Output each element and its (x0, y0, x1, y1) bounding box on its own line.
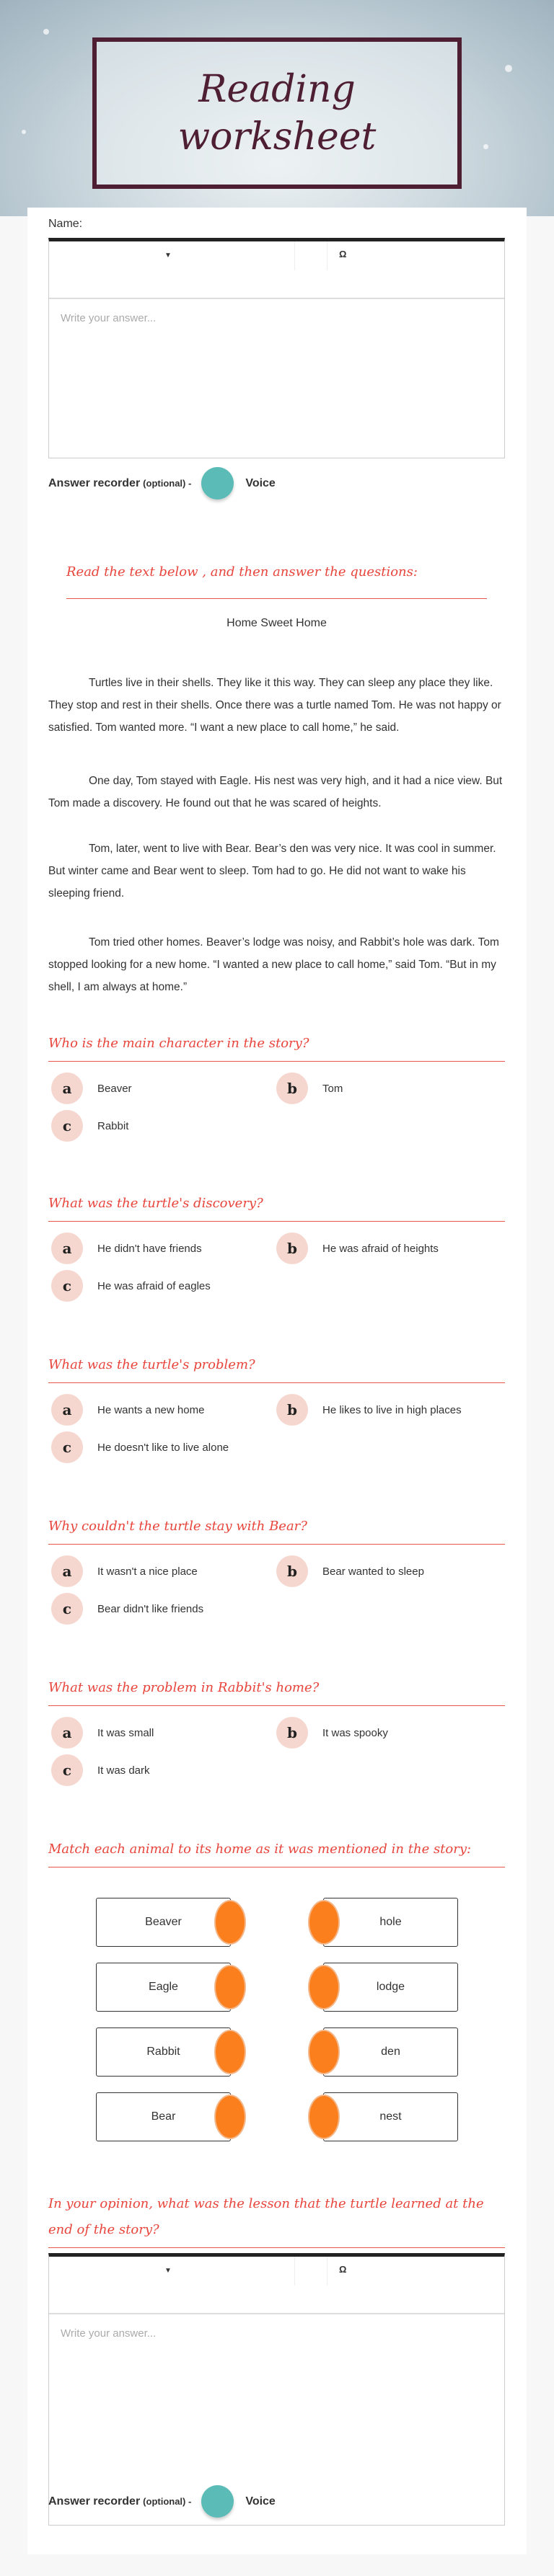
answer-option[interactable] (51, 1555, 198, 1587)
answer-option[interactable] (51, 1431, 229, 1463)
option-text: He was afraid of eagles (97, 1279, 211, 1292)
snow-decoration (483, 144, 488, 149)
open-question: In your opinion, what was the lesson that the turtle learned at the end of the story? (48, 2191, 505, 2248)
match-connector-dot[interactable] (214, 1900, 246, 1945)
option-text: It was spooky (322, 1726, 388, 1739)
option-text: He doesn't like to live alone (97, 1441, 229, 1454)
story-paragraph: Turtles live in their shells. They like it this way. They can sleep any place they like. They stop and rest in their shells. Once there was a turtle named Tom. He was not happy or satisfied. Tom wanted more. “I want a new place to call home,” he said. (48, 677, 501, 734)
story-paragraph: Tom tried other homes. Beaver’s lodge was noisy, and Rabbit’s hole was dark. Tom stopped looking for a new home. “I wanted a new place to call home,” said Tom. “But in my shell, I am always at home.” (48, 936, 499, 993)
answer-textarea[interactable]: Write your answer... (61, 312, 157, 324)
answer-option[interactable] (51, 1754, 150, 1786)
question-heading: What was the problem in Rabbit's home? (48, 1675, 505, 1706)
answer-option[interactable] (51, 1072, 132, 1104)
instruction: Read the text below , and then answer the questions: (66, 559, 487, 599)
option-text: Bear wanted to sleep (322, 1565, 424, 1578)
answer-option[interactable] (51, 1110, 128, 1142)
story-paragraph: One day, Tom stayed with Eagle. His nest was very high, and it had a nice view. But Tom made a discovery. He found out that he was scared of heights. (48, 775, 503, 809)
option-letter: c (51, 1110, 83, 1142)
option-letter: a (51, 1394, 83, 1426)
chevron-down-icon[interactable]: ▼ (164, 2267, 172, 2275)
answer-option[interactable] (276, 1072, 343, 1104)
answer-textarea[interactable]: Write your answer... (61, 2327, 157, 2340)
recorder-label: Answer recorder (48, 476, 141, 489)
answer-option[interactable] (51, 1593, 203, 1625)
match-connector-dot[interactable] (214, 1965, 246, 2009)
option-letter: a (51, 1555, 83, 1587)
option-letter: c (51, 1754, 83, 1786)
title-line-1: Reading (198, 68, 356, 111)
match-left-item[interactable]: Eagle (96, 1963, 231, 2012)
snow-decoration (43, 29, 49, 35)
match-right-item[interactable]: nest (323, 2092, 458, 2141)
record-voice-button[interactable] (201, 467, 234, 499)
answer-option[interactable] (51, 1270, 211, 1302)
editor-toolbar (49, 2257, 504, 2314)
match-connector-dot[interactable] (308, 2030, 340, 2074)
match-connector-dot[interactable] (308, 1965, 340, 2009)
option-text: It wasn't a nice place (97, 1565, 198, 1578)
record-voice-button[interactable] (201, 2485, 234, 2518)
match-left-item[interactable]: Beaver (96, 1898, 231, 1947)
answer-option[interactable] (51, 1233, 202, 1264)
option-letter: a (51, 1233, 83, 1264)
option-letter: b (276, 1555, 308, 1587)
option-text: It was dark (97, 1764, 150, 1777)
editor-toolbar (49, 241, 504, 299)
option-letter: b (276, 1394, 308, 1426)
answer-option[interactable] (51, 1717, 154, 1749)
page-title (92, 37, 462, 189)
recorder-label: Answer recorder (48, 2495, 141, 2508)
match-right-item[interactable]: den (323, 2028, 458, 2077)
match-connector-dot[interactable] (214, 2095, 246, 2139)
snow-decoration (22, 130, 26, 134)
answer-editor[interactable] (48, 238, 505, 458)
recorder-optional: (optional) - (143, 2496, 192, 2507)
option-text: He wants a new home (97, 1403, 205, 1416)
question-heading: What was the turtle's problem? (48, 1352, 505, 1383)
question-heading: What was the turtle's discovery? (48, 1191, 505, 1222)
worksheet-card (27, 208, 527, 2554)
match-connector-dot[interactable] (214, 2030, 246, 2074)
option-text: It was small (97, 1726, 154, 1739)
answer-option[interactable] (276, 1233, 439, 1264)
answer-option[interactable] (276, 1555, 424, 1587)
option-text: Tom (322, 1082, 343, 1095)
option-letter: c (51, 1270, 83, 1302)
title-line-2: worksheet (177, 115, 377, 159)
option-text: He was afraid of heights (322, 1242, 439, 1255)
answer-recorder (48, 467, 276, 499)
voice-label: Voice (245, 2495, 276, 2508)
option-letter: b (276, 1717, 308, 1749)
question-heading: Who is the main character in the story? (48, 1031, 505, 1062)
name-label: Name: (48, 218, 83, 230)
answer-recorder (48, 2485, 276, 2518)
special-character-button[interactable]: Ω (339, 2264, 347, 2275)
match-connector-dot[interactable] (308, 2095, 340, 2139)
answer-option[interactable] (51, 1394, 204, 1426)
story-paragraph: Tom, later, went to live with Bear. Bear’s den was very nice. It was cool in summer. But winter came and Bear went to sleep. Tom had to go. He did not want to wake his sleeping friend. (48, 843, 496, 900)
option-text: He likes to live in high places (322, 1403, 462, 1416)
match-question: Match each animal to its home as it was mentioned in the story: (48, 1836, 505, 1867)
recorder-optional: (optional) - (143, 478, 192, 489)
option-letter: c (51, 1431, 83, 1463)
option-text: He didn't have friends (97, 1242, 202, 1255)
chevron-down-icon[interactable]: ▼ (164, 252, 172, 259)
option-text: Beaver (97, 1082, 132, 1095)
match-connector-dot[interactable] (308, 1900, 340, 1945)
question-heading: Why couldn't the turtle stay with Bear? (48, 1514, 505, 1545)
special-character-button[interactable]: Ω (339, 249, 347, 259)
option-letter: b (276, 1233, 308, 1264)
option-letter: c (51, 1593, 83, 1625)
header-banner (0, 0, 554, 216)
option-text: Bear didn't like friends (97, 1602, 204, 1615)
match-left-item[interactable]: Bear (96, 2092, 231, 2141)
match-left-item[interactable]: Rabbit (96, 2028, 231, 2077)
snow-decoration (505, 65, 512, 72)
match-right-item[interactable]: hole (323, 1898, 458, 1947)
option-letter: a (51, 1072, 83, 1104)
option-letter: a (51, 1717, 83, 1749)
answer-option[interactable] (276, 1394, 462, 1426)
story-title: Home Sweet Home (227, 617, 327, 629)
voice-label: Voice (245, 476, 276, 489)
option-letter: b (276, 1072, 308, 1104)
answer-option[interactable] (276, 1717, 388, 1749)
match-right-item[interactable]: lodge (323, 1963, 458, 2012)
option-text: Rabbit (97, 1119, 129, 1132)
